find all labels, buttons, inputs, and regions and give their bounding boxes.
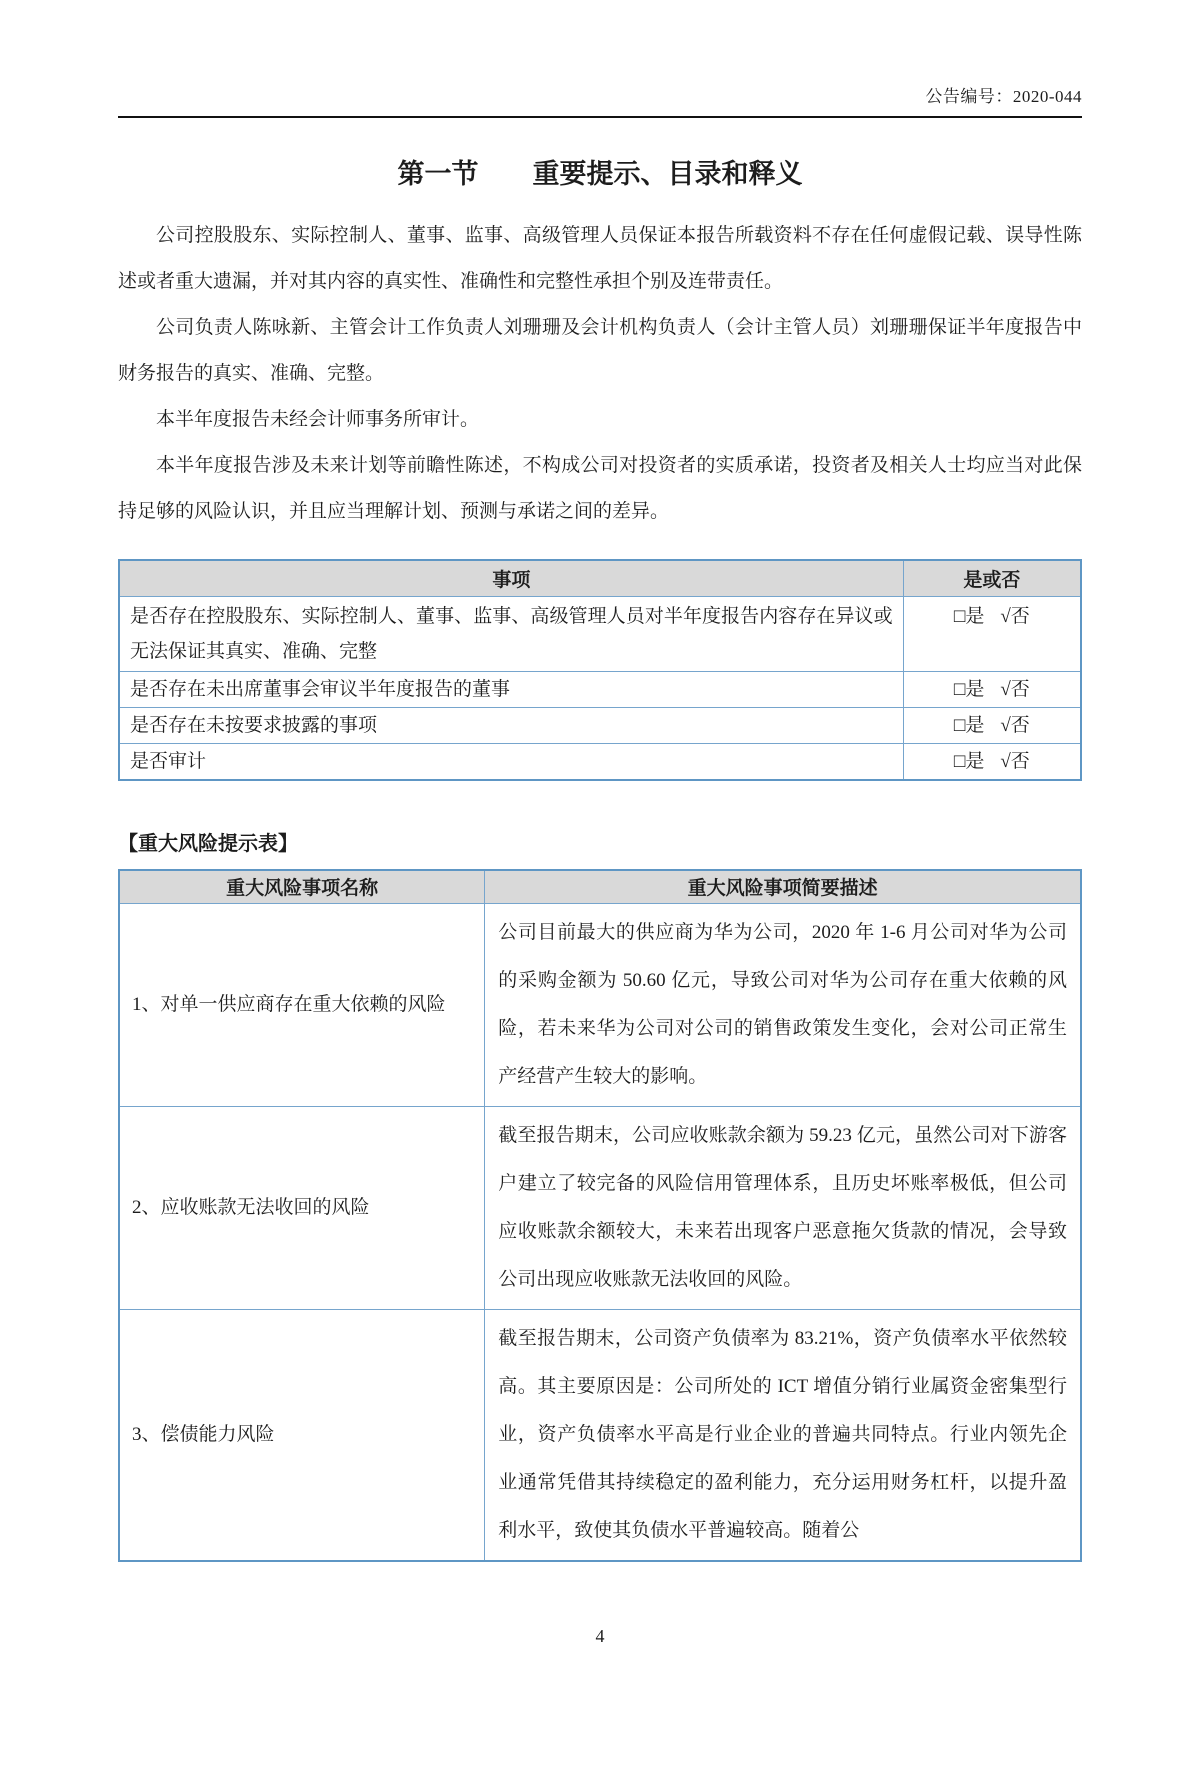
statement-answer — [903, 671, 1081, 707]
body-paragraph-3: 本半年度报告未经会计师事务所审计。 — [156, 409, 480, 430]
statement-item: 是否存在未出席董事会审议半年度报告的董事 — [119, 671, 903, 707]
table-row — [119, 671, 1081, 707]
risk-name: 3、偿债能力风险 — [119, 1310, 485, 1562]
table-row — [119, 707, 1081, 743]
body-paragraph-1: 公司控股股东、实际控制人、董事、监事、高级管理人员保证本报告所载资料不存在任何虚假记载、误导性陈述或者重大遗漏，并对其内容的真实性、准确性和完整性承担个别及连带责任。 — [118, 225, 1082, 292]
checkbox-yes-option: □是 — [953, 750, 985, 772]
risk-name: 2、应收账款无法收回的风险 — [119, 1107, 485, 1310]
checkmark-no-option: √否 — [1000, 678, 1030, 700]
risk-table-heading: 【重大风险提示表】 — [118, 830, 298, 855]
risk-description: 公司目前最大的供应商为华为公司，2020 年 1-6 月公司对华为公司的采购金额为 50.60 亿元，导致公司对华为公司存在重大依赖的风险，若未来华为公司对公司的销售政策发生变化，会对公司正常生产经营产生较大的影响。 — [485, 904, 1081, 1107]
body-paragraph-4: 本半年度报告涉及未来计划等前瞻性陈述，不构成公司对投资者的实质承诺，投资者及相关人士均应当对此保持足够的风险认识，并且应当理解计划、预测与承诺之间的差异。 — [118, 455, 1082, 522]
checkbox-yes-option: □是 — [953, 678, 985, 700]
statement-item: 是否审计 — [119, 743, 903, 780]
statement-answer — [903, 707, 1081, 743]
risk-table — [118, 869, 1082, 1563]
risk-header-description: 重大风险事项简要描述 — [485, 870, 1081, 904]
statements-header-item: 事项 — [119, 560, 903, 596]
header-divider — [118, 116, 1082, 118]
statement-item: 是否存在未按要求披露的事项 — [119, 707, 903, 743]
announcement-number: 公告编号：2020-044 — [925, 87, 1082, 106]
table-row — [119, 1310, 1081, 1562]
statement-answer — [903, 596, 1081, 671]
checkbox-yes-option: □是 — [953, 605, 985, 627]
risk-header-row — [119, 870, 1081, 904]
body-paragraph-2: 公司负责人陈咏新、主管会计工作负责人刘珊珊及会计机构负责人（会计主管人员）刘珊珊保证半年度报告中财务报告的真实、准确、完整。 — [118, 317, 1082, 384]
checkmark-no-option: √否 — [1000, 605, 1030, 627]
section-title: 第一节 重要提示、目录和释义 — [397, 159, 803, 190]
checkmark-no-option: √否 — [1000, 714, 1030, 736]
risk-name: 1、对单一供应商存在重大依赖的风险 — [119, 904, 485, 1107]
table-row — [119, 1107, 1081, 1310]
page-number: 4 — [595, 1626, 605, 1646]
statement-item: 是否存在控股股东、实际控制人、董事、监事、高级管理人员对半年度报告内容存在异议或无法保证其真实、准确、完整 — [119, 596, 903, 671]
table-row — [119, 596, 1081, 671]
checkmark-no-option: √否 — [1000, 750, 1030, 772]
risk-header-name: 重大风险事项名称 — [119, 870, 485, 904]
table-row — [119, 904, 1081, 1107]
table-row — [119, 743, 1081, 780]
statements-header-answer: 是或否 — [903, 560, 1081, 596]
statements-header-row — [119, 560, 1081, 596]
body-paragraphs — [118, 213, 1082, 535]
risk-description: 截至报告期末，公司资产负债率为 83.21%，资产负债率水平依然较高。其主要原因是：公司所处的 ICT 增值分销行业属资金密集型行业，资产负债率水平高是行业企业的普遍共同特点。行业内领先企业通常凭借其持续稳定的盈利能力，充分运用财务杠杆，以提升盈利水平，致使其负债水平普遍较高。随着公 — [485, 1310, 1081, 1562]
statement-answer — [903, 743, 1081, 780]
statements-table — [118, 559, 1082, 781]
document-page — [0, 82, 1200, 1562]
risk-description: 截至报告期末，公司应收账款余额为 59.23 亿元，虽然公司对下游客户建立了较完备的风险信用管理体系，且历史坏账率极低，但公司应收账款余额较大，未来若出现客户恶意拖欠货款的情况，会导致公司出现应收账款无法收回的风险。 — [485, 1107, 1081, 1310]
checkbox-yes-option: □是 — [953, 714, 985, 736]
